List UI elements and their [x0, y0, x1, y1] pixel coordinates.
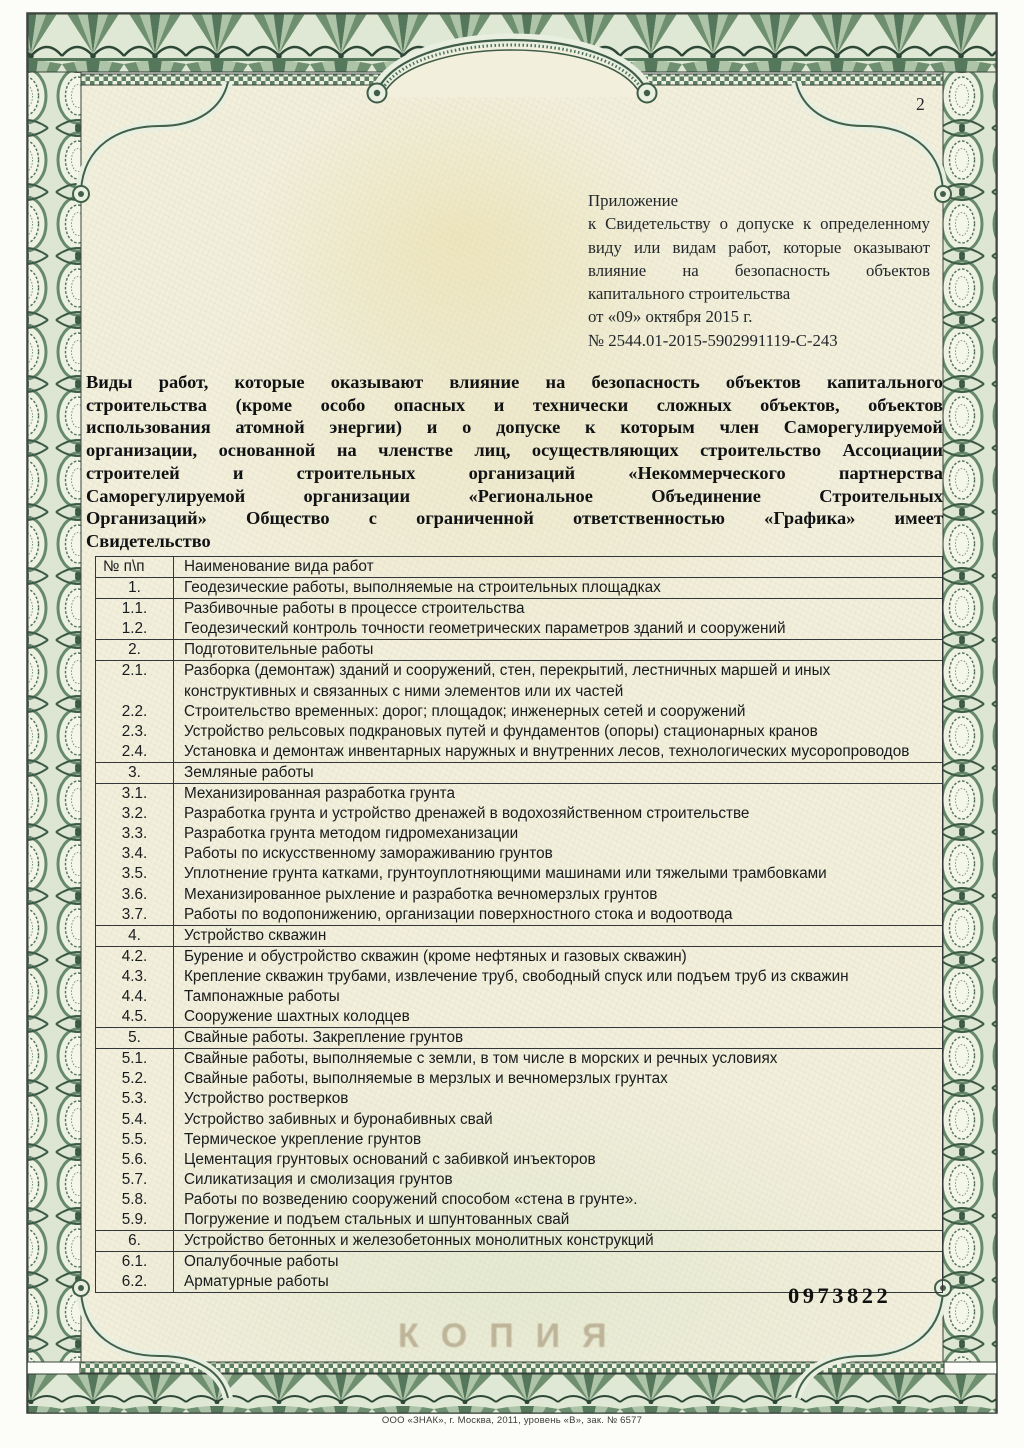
- row-number: 5.7.: [96, 1170, 174, 1190]
- header-num: № п\п: [96, 557, 174, 577]
- row-number: 2.4.: [96, 742, 174, 762]
- intro-line: Свидетельство: [86, 530, 211, 551]
- table-row-section: [96, 578, 942, 598]
- table-group: [96, 1049, 942, 1231]
- row-number: 5.8.: [96, 1190, 174, 1210]
- table-row: [96, 1150, 942, 1170]
- row-name: Устройство скважин: [184, 926, 327, 944]
- row-name: Разборка (демонтаж) зданий и сооружений, стен, перекрытий, лестничных маршей и иных конструктивных и связанных с ними элементов или их частей: [184, 662, 831, 700]
- row-name: Работы по искусственному замораживанию грунтов: [184, 845, 553, 863]
- row-number: 4.4.: [96, 987, 174, 1007]
- table-row: [96, 905, 942, 925]
- row-number: 3.7.: [96, 905, 174, 925]
- table-row: [96, 844, 942, 864]
- row-number: 4.2.: [96, 947, 174, 967]
- row-number: 5.2.: [96, 1069, 174, 1089]
- table-row: [96, 599, 942, 619]
- row-number: 3.4.: [96, 844, 174, 864]
- appendix-line: Приложение: [588, 191, 679, 210]
- table-row: [96, 864, 942, 884]
- copy-watermark: КОПИЯ: [398, 1317, 629, 1355]
- row-number: 4.5.: [96, 1007, 174, 1027]
- row-name: Подготовительные работы: [184, 641, 374, 659]
- table-row: [96, 1210, 942, 1230]
- row-number: 6.: [96, 1231, 174, 1251]
- intro-line: использования атомной энергии) и о допуске к которым член Саморегулируемой: [86, 417, 943, 438]
- intro-line: Виды работ, которые оказывают влияние на безопасность объектов капитального: [86, 372, 943, 392]
- row-number: 5.9.: [96, 1210, 174, 1230]
- row-name: Механизированная разработка грунта: [184, 785, 455, 803]
- serial-number: 0973822: [788, 1283, 892, 1308]
- table-header: [96, 557, 942, 578]
- row-name: Устройство бетонных и железобетонных монолитных конструкций: [184, 1232, 654, 1250]
- table-row: [96, 702, 942, 722]
- table-row: [96, 1190, 942, 1210]
- row-number: 6.1.: [96, 1252, 174, 1272]
- row-name: Устройство забивных и буронабивных свай: [184, 1110, 493, 1128]
- row-name: Термическое укрепление грунтов: [184, 1130, 422, 1148]
- row-number: 2.3.: [96, 722, 174, 742]
- page-number: 2: [916, 94, 925, 114]
- table-group: [96, 599, 942, 640]
- works-table: [95, 556, 943, 1293]
- row-name: Арматурные работы: [184, 1273, 329, 1291]
- row-number: 4.3.: [96, 967, 174, 987]
- row-name: Механизированное рыхление и разработка вечномерзлых грунтов: [184, 885, 658, 903]
- appendix-line: к Свидетельству о допуске к определенному: [588, 214, 930, 234]
- row-name: Устройство рельсовых подкрановых путей и фундаментов (опоры) стационарных кранов: [184, 722, 818, 740]
- row-number: 1.1.: [96, 599, 174, 619]
- appendix-line: виду или видам работ, которые оказывают: [588, 237, 930, 257]
- row-name: Сооружение шахтных колодцев: [184, 1008, 410, 1026]
- intro-line: Саморегулируемой организации «Региональное Объединение Строительных: [86, 485, 943, 506]
- appendix-date: от «09» октября 2015 г.: [588, 307, 753, 327]
- table-row: [96, 967, 942, 987]
- table-row: [96, 824, 942, 844]
- row-name: Работы по водопонижению, организации поверхностного стока и водоотвода: [184, 905, 733, 923]
- row-number: 2.: [96, 640, 174, 660]
- appendix-heading: [588, 189, 930, 352]
- table-row: [96, 784, 942, 804]
- appendix-line: капитального строительства: [588, 284, 791, 304]
- row-number: 3.3.: [96, 824, 174, 844]
- row-number: 5.4.: [96, 1110, 174, 1130]
- row-name: Строительство временных: дорог; площадок; инженерных сетей и сооружений: [184, 702, 746, 720]
- row-name: Устройство ростверков: [184, 1090, 349, 1108]
- table-row: [96, 619, 942, 639]
- table-group: [96, 661, 942, 762]
- row-number: 5.6.: [96, 1150, 174, 1170]
- row-name: Разработка грунта методом гидромеханизации: [184, 825, 519, 843]
- table-row: [96, 1252, 942, 1272]
- table-group: [96, 784, 942, 926]
- row-number: 5.3.: [96, 1089, 174, 1109]
- appendix-certificate-number: № 2544.01-2015-5902991119-С-243: [588, 330, 838, 350]
- table-row: [96, 661, 942, 701]
- row-number: 1.: [96, 578, 174, 598]
- row-number: 2.1.: [96, 661, 174, 701]
- table-row: [96, 742, 942, 762]
- table-row: [96, 722, 942, 742]
- row-number: 2.2.: [96, 702, 174, 722]
- table-row: [96, 885, 942, 905]
- row-name: Земляные работы: [184, 763, 314, 781]
- row-name: Опалубочные работы: [184, 1253, 339, 1271]
- row-number: 3.1.: [96, 784, 174, 804]
- intro-line: Организаций» Общество с ограниченной ответственностью «Графика» имеет: [86, 508, 943, 529]
- table-row: [96, 1170, 942, 1190]
- row-number: 5.: [96, 1028, 174, 1048]
- table-row: [96, 1069, 942, 1089]
- table-row-section: [96, 1028, 942, 1048]
- table-row: [96, 947, 942, 967]
- row-number: 6.2.: [96, 1272, 174, 1292]
- row-name: Свайные работы, выполняемые в мерзлых и вечномерзлых грунтах: [184, 1070, 668, 1088]
- printer-note: ООО «ЗНАК», г. Москва, 2011, уровень «В», зак. № 6577: [381, 1415, 643, 1426]
- table-row: [96, 1049, 942, 1069]
- header-name: Наименование вида работ: [184, 558, 374, 575]
- intro-line: строителей и строительных организаций «Некоммерческого партнерства: [86, 462, 943, 483]
- row-number: 3.6.: [96, 885, 174, 905]
- row-name: Разработка грунта и устройство дренажей в водохозяйственном строительстве: [184, 805, 750, 823]
- table-row: [96, 804, 942, 824]
- row-name: Работы по возведению сооружений способом «стена в грунте».: [184, 1190, 638, 1208]
- intro-line: строительства (кроме особо опасных и технически сложных объектов, объектов: [86, 394, 943, 415]
- row-name: Геодезические работы, выполняемые на строительных площадках: [184, 579, 661, 597]
- table-row: [96, 1130, 942, 1150]
- table-row: [96, 1110, 942, 1130]
- row-name: Разбивочные работы в процессе строительства: [184, 600, 525, 618]
- row-number: 4.: [96, 926, 174, 946]
- row-name: Уплотнение грунта катками, грунтоуплотняющими машинами или тяжелыми трамбовками: [184, 865, 827, 883]
- table-row: [96, 1007, 942, 1027]
- row-number: 3.2.: [96, 804, 174, 824]
- row-name: Установка и демонтаж инвентарных наружных и внутренних лесов, технологических мусоропроводов: [184, 742, 910, 760]
- row-name: Свайные работы, выполняемые с земли, в том числе в морских и речных условиях: [184, 1050, 778, 1068]
- row-name: Тампонажные работы: [184, 987, 340, 1005]
- row-number: 3.5.: [96, 864, 174, 884]
- row-number: 5.5.: [96, 1130, 174, 1150]
- row-name: Крепление скважин трубами, извлечение труб, свободный спуск или подъем труб из скважин: [184, 967, 849, 985]
- row-name: Погружение и подъем стальных и шпунтованных свай: [184, 1211, 570, 1228]
- table-row-section: [96, 926, 942, 946]
- appendix-line: влияние на безопасность объектов: [588, 260, 930, 280]
- row-number: 5.1.: [96, 1049, 174, 1069]
- row-number: 1.2.: [96, 619, 174, 639]
- row-name: Свайные работы. Закрепление грунтов: [184, 1029, 464, 1047]
- table-row: [96, 987, 942, 1007]
- intro-paragraph: [86, 371, 943, 553]
- table-row-section: [96, 1231, 942, 1251]
- table-row-section: [96, 763, 942, 783]
- table-row: [96, 1089, 942, 1109]
- row-name: Геодезический контроль точности геометрических параметров зданий и сооружений: [184, 620, 786, 638]
- row-number: 3.: [96, 763, 174, 783]
- table-row-section: [96, 640, 942, 660]
- intro-line: организации, основанной на членстве лиц, осуществляющих строительство Ассоциации: [86, 440, 943, 461]
- row-name: Бурение и обустройство скважин (кроме нефтяных и газовых скважин): [184, 947, 687, 965]
- row-name: Силикатизация и смолизация грунтов: [184, 1170, 453, 1188]
- row-name: Цементация грунтовых оснований с забивкой инъекторов: [184, 1150, 596, 1168]
- table-group: [96, 947, 942, 1028]
